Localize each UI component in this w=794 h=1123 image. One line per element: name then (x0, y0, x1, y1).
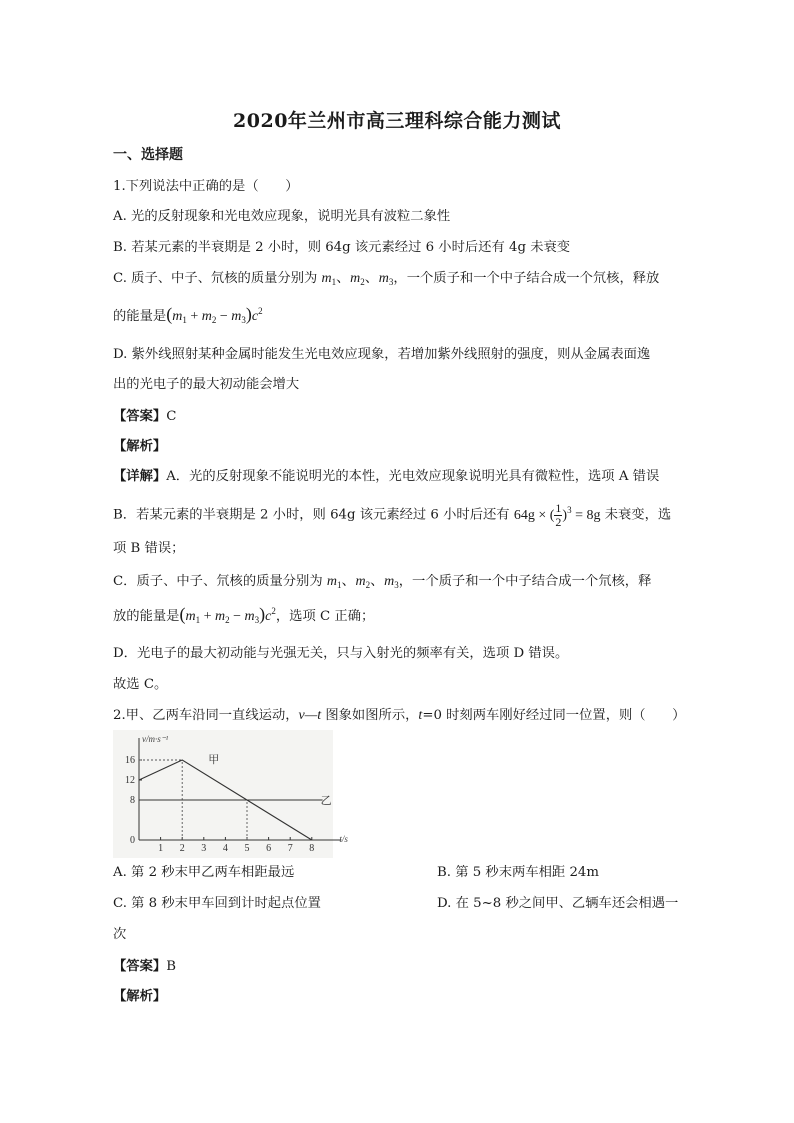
x-tick-label: 4 (222, 843, 228, 854)
x-tick-label: 7 (287, 843, 293, 854)
q1-explain-a: 【详解】A．光的反射现象不能说明光的本性，光电效应现象说明光具有微粒性，选项 A 错误 (113, 469, 660, 484)
series-label-jia: 甲 (208, 753, 220, 766)
x-axis-label: t/s (339, 834, 348, 844)
decay-formula: 64g × ( $\frac{1}{2}$ )$^3$ = 8g (513, 501, 601, 529)
y-axis-label: v/m·s⁻¹ (142, 734, 169, 744)
vt-graph (113, 730, 348, 858)
q1-stem: 1.下列说法中正确的是（ ） (113, 179, 299, 194)
x-tick-label: 6 (266, 843, 272, 854)
x-tick-label: 1 (158, 843, 164, 854)
q1-explain-b-line2: 项 B 错误； (113, 541, 185, 556)
q1-option-a: A. 光的反射现象和光电效应现象，说明光具有波粒二象性 (113, 209, 451, 224)
q2-option-d-line1: D. 在 5~8 秒之间甲、乙辆车还会相遇一 (437, 896, 679, 911)
q1-explain-c-line2: 放的能量是$(m_1 + m_2 - m_3)c^2$，选项 C 正确； (113, 604, 375, 625)
q1-option-d-line2: 出的光电子的最大初动能会增大 (113, 377, 300, 392)
q1-analysis-label: 【解析】 (113, 439, 167, 454)
y-tick-label: 12 (125, 775, 135, 786)
q2-option-d-line2: 次 (113, 927, 127, 942)
y-tick-label: 0 (130, 835, 135, 846)
q1-explain-d: D．光电子的最大初动能与光强无关，只与入射光的频率有关，选项 D 错误。 (113, 646, 569, 661)
q2-analysis-label: 【解析】 (113, 989, 167, 1004)
y-tick-label: 16 (125, 755, 135, 766)
x-tick-label: 5 (244, 843, 250, 854)
q1-option-c-line2: 的能量是$(m_1 + m_2 - m_3)c^2$ (113, 304, 263, 325)
q1-option-b: B. 若某元素的半衰期是 2 小时，则 64g 该元素经过 6 小时后还有 4g 未衰变 (113, 240, 571, 255)
q1-answer: 【答案】C (113, 409, 177, 424)
q1-option-c-line1: C. 质子、中子、氘核的质量分别为 $m_1$、$m_2$、$m_3$，一个质子和一个中子结合成一个氘核，释放 (113, 271, 660, 287)
q1-conclusion: 故选 C。 (113, 677, 168, 692)
q2-option-a: A. 第 2 秒末甲乙两车相距最远 (113, 865, 295, 880)
x-tick-label: 8 (309, 843, 315, 854)
x-tick-label: 3 (201, 843, 207, 854)
energy-formula: $(m_1 + m_2 - m_3)c^2$ (166, 304, 263, 325)
q1-explain-b-line1: B．若某元素的半衰期是 2 小时，则 64g 该元素经过 6 小时后还有 64g × ( $\frac{1}{2}$ )$^3$ = 8g 未衰变，选 (113, 501, 672, 529)
q2-option-c: C. 第 8 秒末甲车回到计时起点位置 (113, 896, 321, 911)
q2-stem: 2.甲、乙两车沿同一直线运动，v—t 图象如图所示，t=0 时刻两车刚好经过同一位置，则（ ） (113, 708, 686, 723)
q1-option-d-line1: D. 紫外线照射某种金属时能发生光电效应现象，若增加紫外线照射的强度，则从金属表面逸 (113, 347, 651, 362)
q1-explain-c-line1: C．质子、中子、氘核的质量分别为 $m_1$、$m_2$、$m_3$，一个质子和一个中子结合成一个氘核，释 (113, 574, 652, 590)
q2-answer: 【答案】B (113, 959, 176, 974)
x-tick-label: 2 (179, 843, 185, 854)
series-label-yi: 乙 (320, 794, 332, 807)
y-tick-label: 8 (130, 795, 135, 806)
page-title: 2020年兰州市高三理科综合能力测试 (233, 110, 561, 132)
section-heading: 一、选择题 (113, 147, 183, 163)
q2-option-b: B. 第 5 秒末两车相距 24m (437, 865, 599, 880)
mass-symbols: $m_1$、$m_2$、$m_3$ (321, 271, 394, 287)
